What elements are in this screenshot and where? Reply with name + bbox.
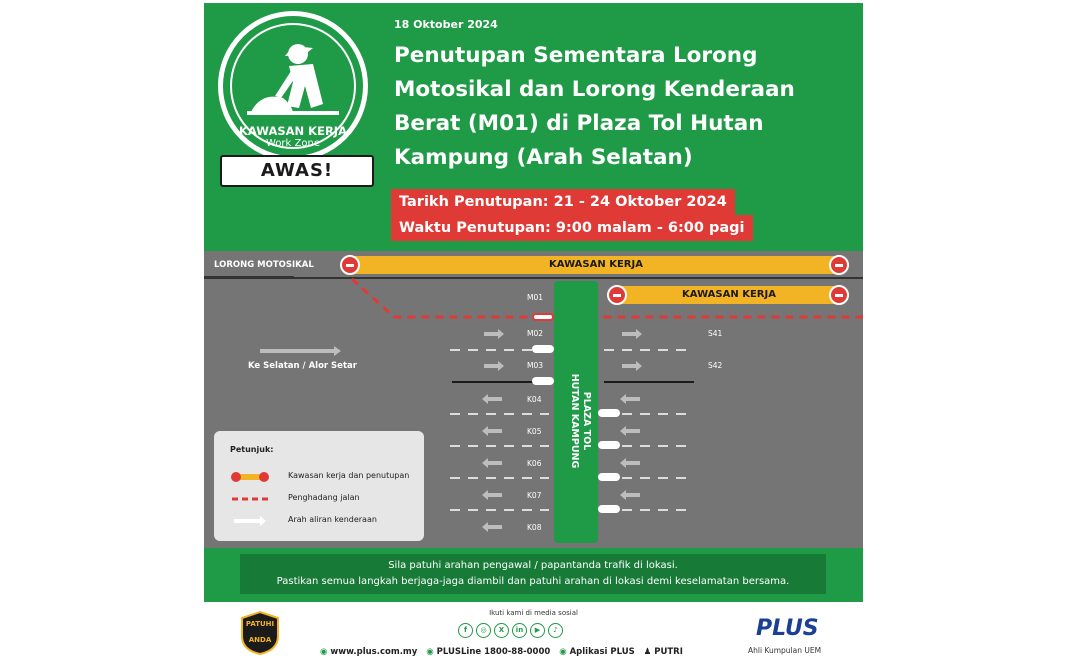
facebook-icon[interactable]: f	[458, 623, 473, 638]
linkedin-icon[interactable]: in	[512, 623, 527, 638]
youtube-icon[interactable]: ▶	[530, 623, 545, 638]
website-icon: ◉	[320, 647, 328, 657]
poster	[204, 3, 863, 665]
work-zone-bar-2: KAWASAN KERJA	[618, 286, 840, 304]
lane-label: K08	[527, 523, 542, 532]
website-link[interactable]: www.plus.com.my	[330, 647, 418, 657]
plaza-label	[568, 351, 592, 491]
legend-symbols	[228, 461, 288, 561]
toll-booth	[598, 409, 620, 417]
uem-tagline: Ahli Kumpulan UEM	[748, 646, 822, 655]
worker-icon	[223, 16, 363, 126]
toll-booth	[598, 505, 620, 513]
plaza-name-1: PLAZA TOL	[581, 391, 592, 451]
plusline-link[interactable]: PLUSLine 1800-88-0000	[436, 647, 551, 657]
social-title: Ikuti kami di media sosial	[489, 609, 578, 617]
toll-booth	[532, 345, 554, 353]
instagram-icon[interactable]: ◎	[476, 623, 491, 638]
lane-label: K07	[527, 491, 542, 500]
badge-text-2: ANDA	[248, 636, 272, 644]
toll-booth-closed	[532, 313, 554, 321]
footer	[204, 602, 863, 665]
closure-time: Waktu Penutupan: 9:00 malam - 6:00 pagi	[391, 215, 753, 241]
lane-label: K06	[527, 459, 542, 468]
header-panel	[204, 3, 863, 251]
road-map	[204, 251, 863, 548]
notice-panel	[204, 548, 863, 602]
lane-label: M01	[527, 293, 544, 302]
lane-label: M02	[527, 329, 544, 338]
work-zone-label: KAWASAN KERJA	[239, 124, 347, 138]
toll-booth	[598, 473, 620, 481]
warning-banner: AWAS!	[220, 155, 374, 187]
toll-booth	[532, 377, 554, 385]
x-icon[interactable]: X	[494, 623, 509, 638]
plaza-name-2: HUTAN KAMPUNG	[569, 373, 580, 469]
exit-lane-label: S41	[708, 329, 723, 338]
legend-title: Petunjuk:	[230, 445, 274, 454]
notice-line-1: Sila patuhi arahan pengawal / papantanda trafik di lokasi.	[388, 560, 678, 571]
footer-links	[320, 647, 683, 657]
legend-item: Penghadang jalan	[288, 493, 360, 502]
post-date: 18 Oktober 2024	[394, 18, 498, 31]
legend-item: Kawasan kerja dan penutupan	[288, 471, 410, 480]
work-zone-sign	[218, 11, 368, 161]
lane-label: K05	[527, 427, 542, 436]
work-zone-sublabel: Work Zone	[266, 138, 320, 149]
toll-booth	[598, 441, 620, 449]
closure-date: Tarikh Penutupan: 21 - 24 Oktober 2024	[391, 189, 735, 215]
legend-item: Arah aliran kenderaan	[288, 515, 377, 524]
app-link[interactable]: Aplikasi PLUS	[569, 647, 635, 657]
social-links	[458, 623, 563, 638]
page-title: Penutupan Sementara Lorong Motosikal dan Lorong Kenderaan Berat (M01) di Plaza Tol Hutan Kampung (Arah Selatan)	[394, 43, 795, 170]
work-zone-bar-1: KAWASAN KERJA	[352, 256, 840, 274]
safety-notice	[240, 554, 826, 594]
notice-line-2: Pastikan semua langkah berjaga-jaga diambil dan patuhi arahan di lokasi demi keselamatan bersama.	[276, 576, 790, 587]
app-icon: ◉	[559, 647, 567, 657]
putri-link[interactable]: PUTRI	[654, 647, 683, 657]
lane-label: M03	[527, 361, 544, 370]
plus-logo: PLUS	[756, 616, 819, 641]
legend	[214, 431, 424, 541]
tiktok-icon[interactable]: ♪	[548, 623, 563, 638]
exit-lane-label: S42	[708, 361, 723, 370]
direction-label: Ke Selatan / Alor Setar	[248, 361, 357, 371]
lane-label: K04	[527, 395, 542, 404]
phone-icon: ◉	[426, 647, 434, 657]
putri-icon: ♟	[643, 647, 652, 657]
motorcycle-lane-label: LORONG MOTOSIKAL	[214, 260, 314, 270]
badge-text-1: PATUHI	[245, 620, 275, 628]
